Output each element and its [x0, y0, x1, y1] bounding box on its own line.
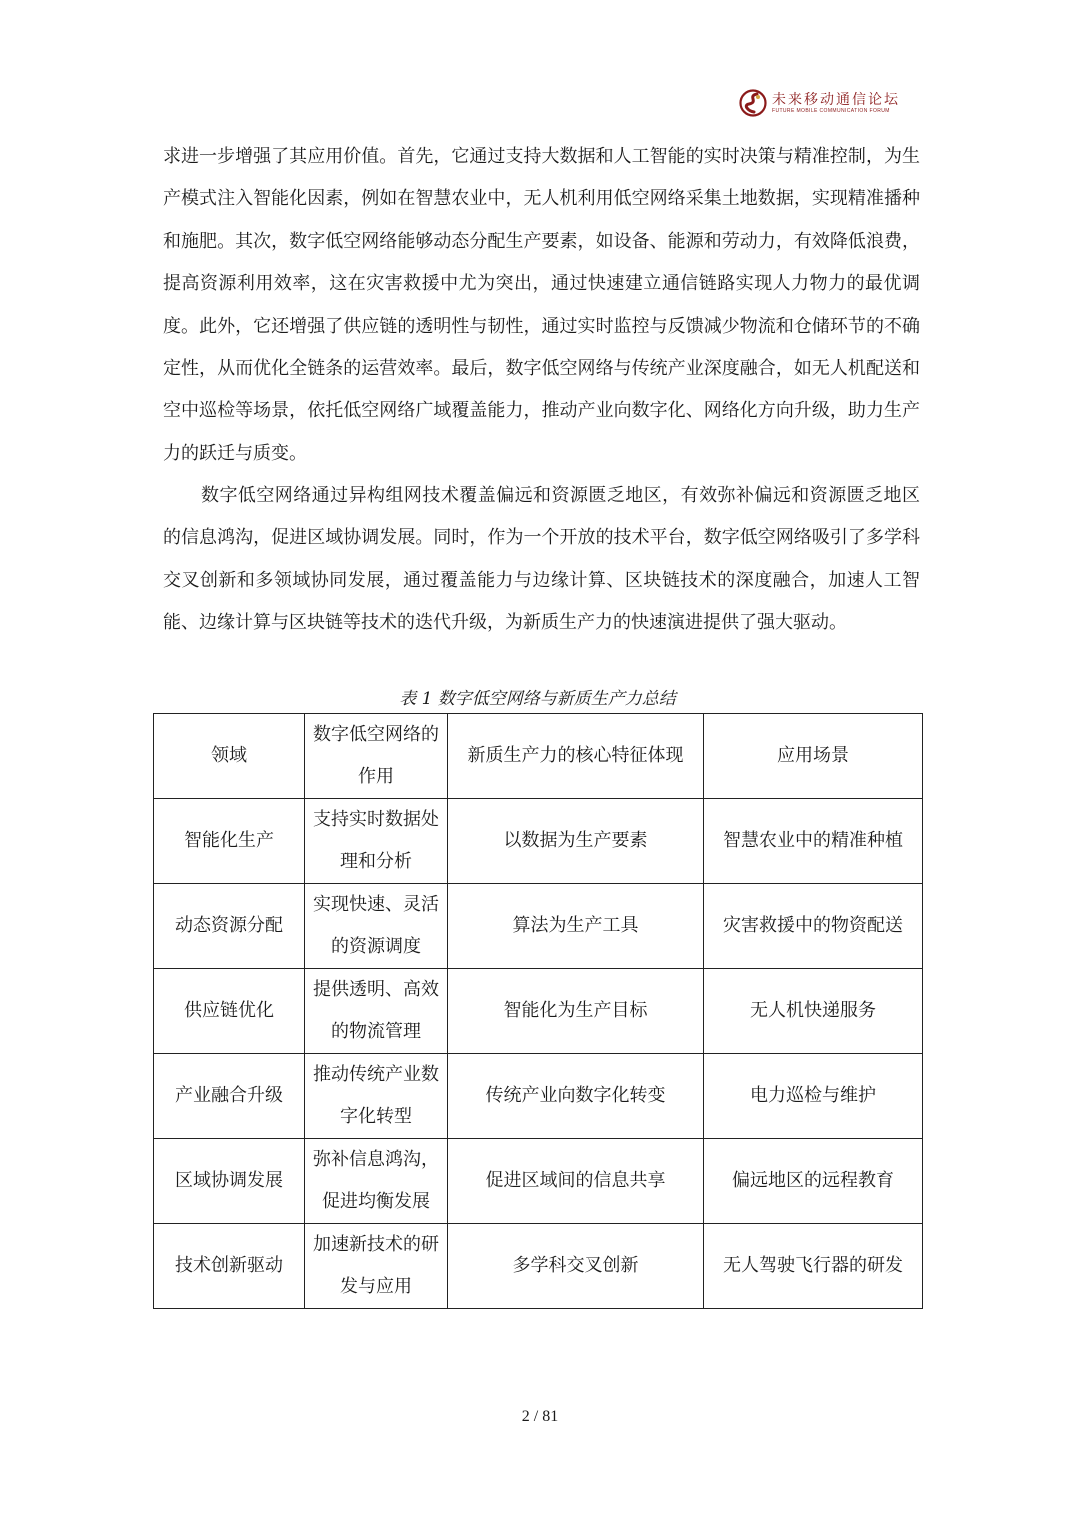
cell-domain: 技术创新驱动	[154, 1224, 305, 1309]
cell-domain: 区域协调发展	[154, 1139, 305, 1224]
cell-role: 推动传统产业数字化转型	[305, 1054, 448, 1139]
table-caption: 表 1 数字低空网络与新质生产力总结	[399, 689, 676, 709]
header-logo	[738, 88, 900, 118]
header-cell-feature: 新质生产力的核心特征体现	[448, 714, 704, 799]
cell-role: 弥补信息鸿沟，促进均衡发展	[305, 1139, 448, 1224]
table-row	[154, 884, 923, 969]
cell-feature: 以数据为生产要素	[448, 799, 704, 884]
cell-domain: 智能化生产	[154, 799, 305, 884]
cell-scenario: 电力巡检与维护	[704, 1054, 923, 1139]
cell-feature: 智能化为生产目标	[448, 969, 704, 1054]
cell-feature: 传统产业向数字化转变	[448, 1054, 704, 1139]
table-row	[154, 1139, 923, 1224]
forum-logo-icon	[738, 88, 768, 118]
table-row	[154, 1224, 923, 1309]
cell-scenario: 灾害救援中的物资配送	[704, 884, 923, 969]
logo-chinese-name: 未来移动通信论坛	[772, 91, 900, 108]
table-header-row	[154, 714, 923, 799]
cell-scenario: 偏远地区的远程教育	[704, 1139, 923, 1224]
header-cell-scenario: 应用场景	[704, 714, 923, 799]
cell-role: 加速新技术的研发与应用	[305, 1224, 448, 1309]
cell-role: 实现快速、灵活的资源调度	[305, 884, 448, 969]
table-row	[154, 799, 923, 884]
summary-table	[153, 713, 923, 1309]
cell-scenario: 无人机快递服务	[704, 969, 923, 1054]
cell-scenario: 智慧农业中的精准种植	[704, 799, 923, 884]
cell-domain: 动态资源分配	[154, 884, 305, 969]
page-number: 2 / 81	[521, 1408, 559, 1425]
logo-english-name: FUTURE MOBILE COMMUNICATION FORUM	[772, 107, 890, 114]
table-row	[154, 1054, 923, 1139]
cell-role: 支持实时数据处理和分析	[305, 799, 448, 884]
header-cell-domain: 领域	[154, 714, 305, 799]
header-cell-role: 数字低空网络的作用	[305, 714, 448, 799]
cell-scenario: 无人驾驶飞行器的研发	[704, 1224, 923, 1309]
cell-feature: 算法为生产工具	[448, 884, 704, 969]
cell-role: 提供透明、高效的物流管理	[305, 969, 448, 1054]
body-paragraph-1: 求进一步增强了其应用价值。首先，它通过支持大数据和人工智能的实时决策与精准控制，为生产模式注入智能化因素，例如在智慧农业中，无人机利用低空网络采集土地数据，实现精准播种和施肥。其次，数字低空网络能够动态分配生产要素，如设备、能源和劳动力，有效降低浪费，提高资源利用效率，这在灾害救援中尤为突出，通过快速建立通信链路实现人力物力的最优调度。此外，它还增强了供应链的透明性与韧性，通过实时监控与反馈减少物流和仓储环节的不确定性，从而优化全链条的运营效率。最后，数字低空网络与传统产业深度融合，如无人机配送和空中巡检等场景，依托低空网络广域覆盖能力，推动产业向数字化、网络化方向升级，助力生产力的跃迁与质变。	[163, 146, 920, 464]
cell-feature: 多学科交叉创新	[448, 1224, 704, 1309]
cell-feature: 促进区域间的信息共享	[448, 1139, 704, 1224]
cell-domain: 产业融合升级	[154, 1054, 305, 1139]
cell-domain: 供应链优化	[154, 969, 305, 1054]
table-row	[154, 969, 923, 1054]
body-paragraph-2: 数字低空网络通过异构组网技术覆盖偏远和资源匮乏地区，有效弥补偏远和资源匮乏地区的信息鸿沟，促进区域协调发展。同时，作为一个开放的技术平台，数字低空网络吸引了多学科交叉创新和多领域协同发展，通过覆盖能力与边缘计算、区块链技术的深度融合，加速人工智能、边缘计算与区块链等技术的迭代升级，为新质生产力的快速演进提供了强大驱动。	[163, 485, 920, 634]
